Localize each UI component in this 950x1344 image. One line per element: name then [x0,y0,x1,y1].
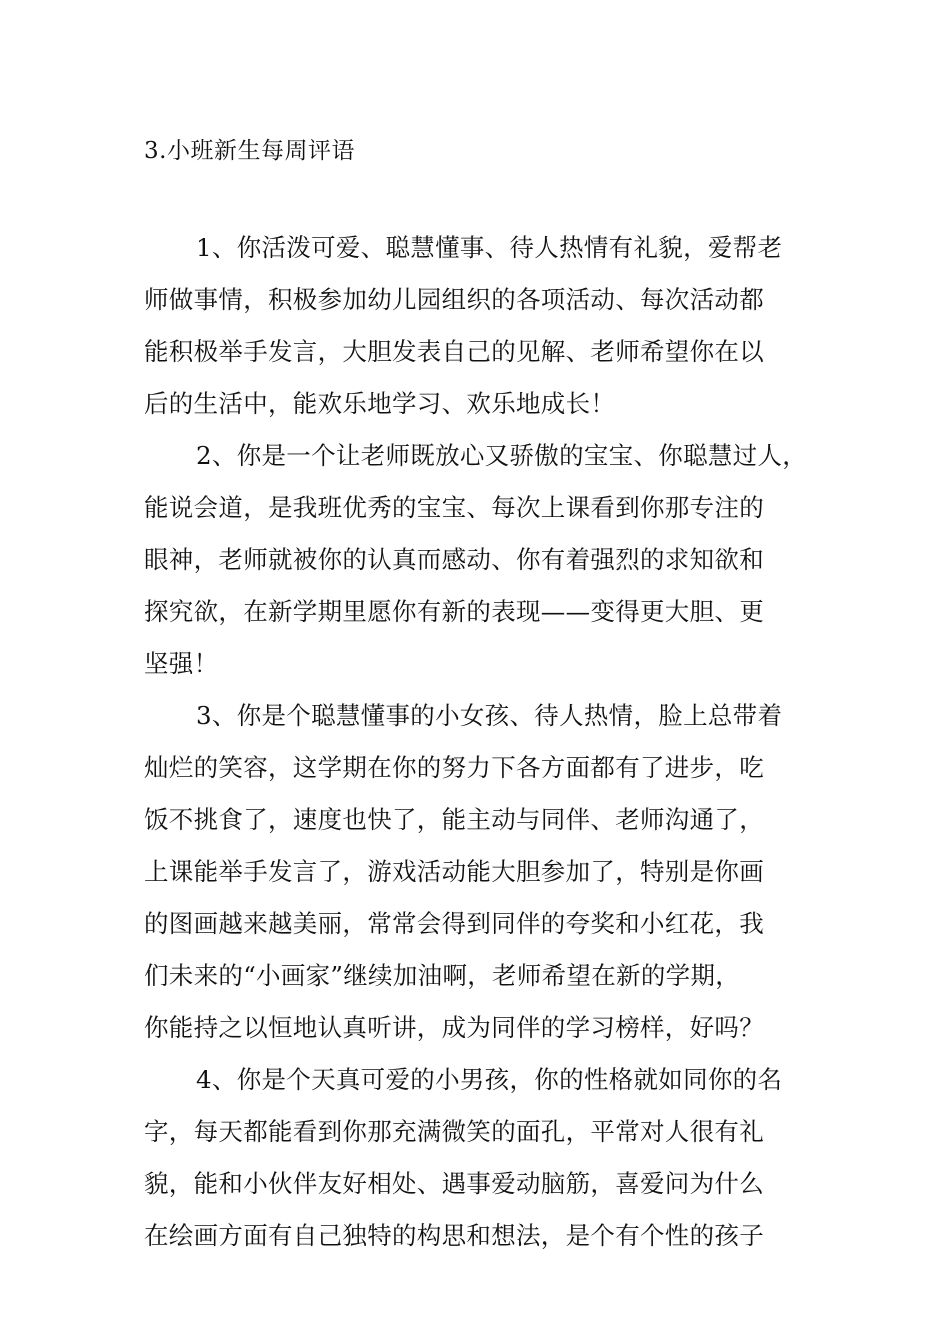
text-line: 你能持之以恒地认真听讲，成为同伴的学习榜样，好吗？ [144,1013,764,1042]
text-line: 师做事情，积极参加幼儿园组织的各项活动、每次活动都 [144,285,764,314]
text-line: 灿烂的笑容，这学期在你的努力下各方面都有了进步，吃 [144,753,764,782]
text-line: 上课能举手发言了，游戏活动能大胆参加了，特别是你画 [144,857,764,886]
text-line: 后的生活中，能欢乐地学习、欢乐地成长！ [144,389,616,418]
text-line: 坚强！ [144,649,219,678]
text-line: 3、你是个聪慧懂事的小女孩、待人热情，脸上总带着 [196,701,783,730]
text-line: 能积极举手发言，大胆发表自己的见解、老师希望你在以 [144,337,764,366]
text-line: 眼神，老师就被你的认真而感动、你有着强烈的求知欲和 [144,545,764,574]
text-line: 的图画越来越美丽，常常会得到同伴的夸奖和小红花，我 [144,909,764,938]
text-line: 2、你是一个让老师既放心又骄傲的宝宝、你聪慧过人， [196,441,808,470]
text-line: 貌，能和小伙伴友好相处、遇事爱动脑筋，喜爱问为什么 [144,1169,764,1198]
text-line: 饭不挑食了，速度也快了，能主动与同伴、老师沟通了， [144,805,764,834]
section-heading: 3.小班新生每周评语 [144,138,355,164]
text-line: 1、你活泼可爱、聪慧懂事、待人热情有礼貌，爱帮老 [196,233,783,262]
text-line: 4、你是个天真可爱的小男孩，你的性格就如同你的名 [196,1065,783,1094]
text-line: 在绘画方面有自己独特的构思和想法，是个有个性的孩子 [144,1221,764,1250]
text-line: 探究欲，在新学期里愿你有新的表现——变得更大胆、更 [144,597,764,626]
text-line: 们未来的“小画家”继续加油啊，老师希望在新的学期， [144,961,741,990]
text-line: 字，每天都能看到你那充满微笑的面孔，平常对人很有礼 [144,1117,764,1146]
text-line: 能说会道，是我班优秀的宝宝、每次上课看到你那专注的 [144,493,764,522]
